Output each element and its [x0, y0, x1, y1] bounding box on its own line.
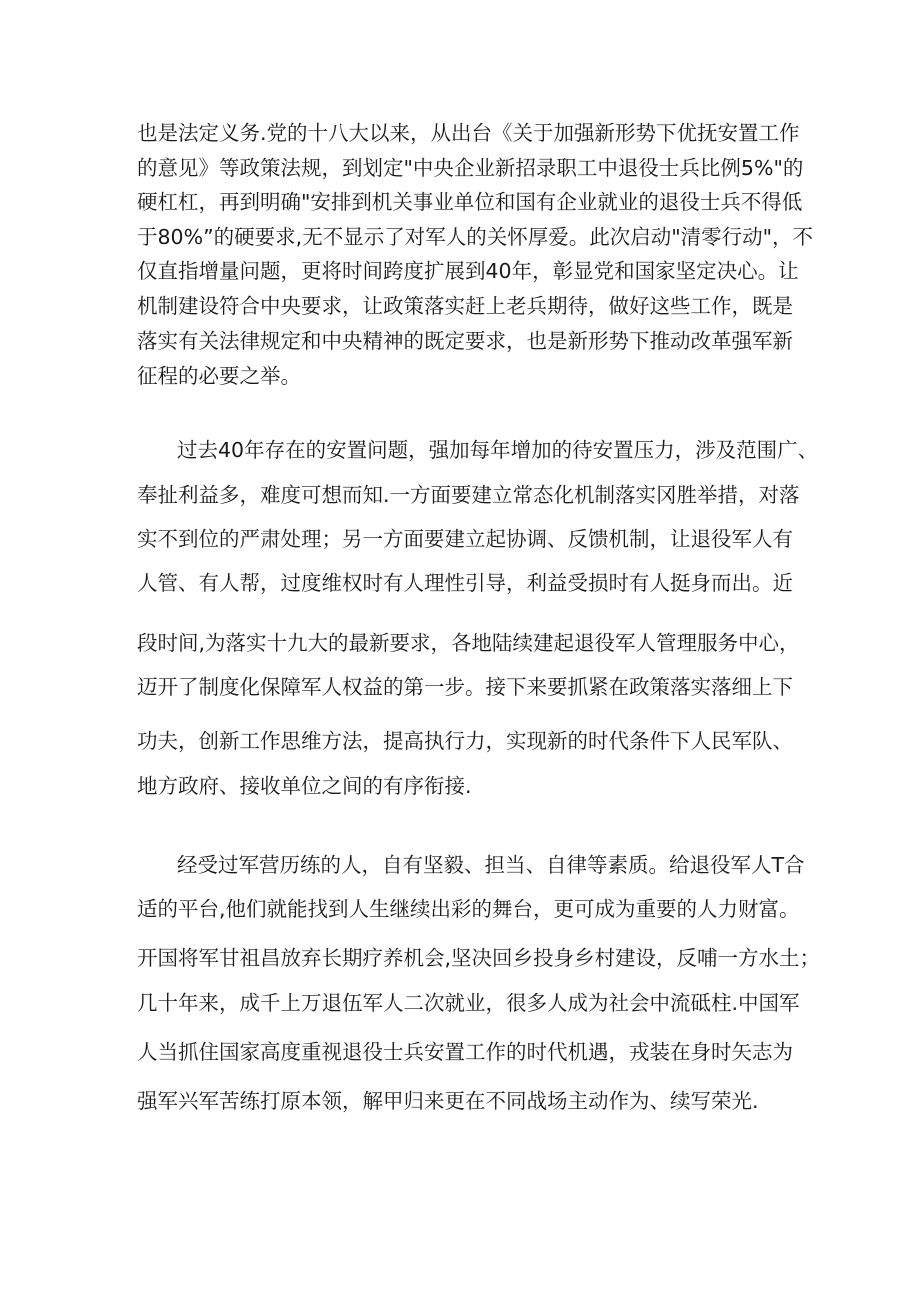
paragraph-line: 适的平台,他们就能找到人生继续出彩的舞台，更可成为重要的人力财富。 — [137, 897, 800, 921]
paragraph-line: 仅直指增量问题，更将时间跨度扩展到40年，彰显党和国家坚定决心。让 — [137, 259, 799, 283]
paragraph-line: 经受过军营历练的人，自有坚毅、担当、自律等素质。给退役军人T合 — [177, 853, 805, 877]
paragraph-line: 征程的必要之举。 — [137, 364, 301, 388]
paragraph-line: 的意见》等政策法规，到划定"中央企业新招录职工中退役士兵比例5%"的 — [137, 156, 804, 180]
paragraph-line: 功夫，创新工作思维方法，提高执行力，实现新的时代条件下人民军队、 — [137, 729, 793, 753]
paragraph-line: 强军兴军苦练打原本领，解甲归来更在不同战场主动作为、续写荣光. — [137, 1089, 759, 1113]
paragraph-line: 地方政府、接收单位之间的有序衔接. — [137, 774, 472, 798]
paragraph-line: 人管、有人帮，过度维权时有人理性引导，利益受损时有人挺身而出。近 — [137, 571, 793, 595]
paragraph-line: 实不到位的严肃处理；另一方面要建立起协调、反馈机制，让退役军人有 — [137, 527, 793, 551]
paragraph-line: 于80%”的硬要求,无不显示了对军人的关怀厚爱。此次启动"清零行动"，不 — [137, 225, 814, 249]
paragraph-line: 段时间,为落实十九大的最新要求，各地陆续建起退役军人管理服务中心， — [137, 631, 800, 655]
paragraph-line: 人当抓住国家高度重视退役士兵安置工作的时代机遇，戎装在身时矢志为 — [137, 1040, 793, 1064]
paragraph-line: 开国将军甘祖昌放弃长期疗养机会,坚决回乡投身乡村建设，反哺一方水土； — [137, 946, 821, 970]
paragraph-line: 硬杠杠，再到明确"安排到机关事业单位和国有企业就业的退役士兵不得低 — [137, 190, 803, 214]
paragraph-line: 几十年来，成千上万退伍军人二次就业，很多人成为社会中流砥柱.中国军 — [137, 991, 800, 1015]
paragraph-line: 迈开了制度化保障军人权益的第一步。接下来要抓紧在政策落实落细上下 — [137, 675, 793, 699]
paragraph-line: 落实有关法律规定和中央精神的既定要求，也是新形势下推动改革强军新 — [137, 329, 793, 353]
paragraph-line: 也是法定义务.党的十八大以来，从出台《关于加强新形势下优抚安置工作 — [137, 121, 800, 145]
paragraph-line: 过去40年存在的安置问题，强加每年增加的待安置压力，涉及范围广、 — [177, 438, 819, 462]
paragraph-line: 机制建设符合中央要求，让政策落实赶上老兵期待，做好这些工作，既是 — [137, 294, 793, 318]
paragraph-line: 奉扯利益多，难度可想而知.一方面要建立常态化机制落实冈胜举措，对落 — [137, 483, 800, 507]
